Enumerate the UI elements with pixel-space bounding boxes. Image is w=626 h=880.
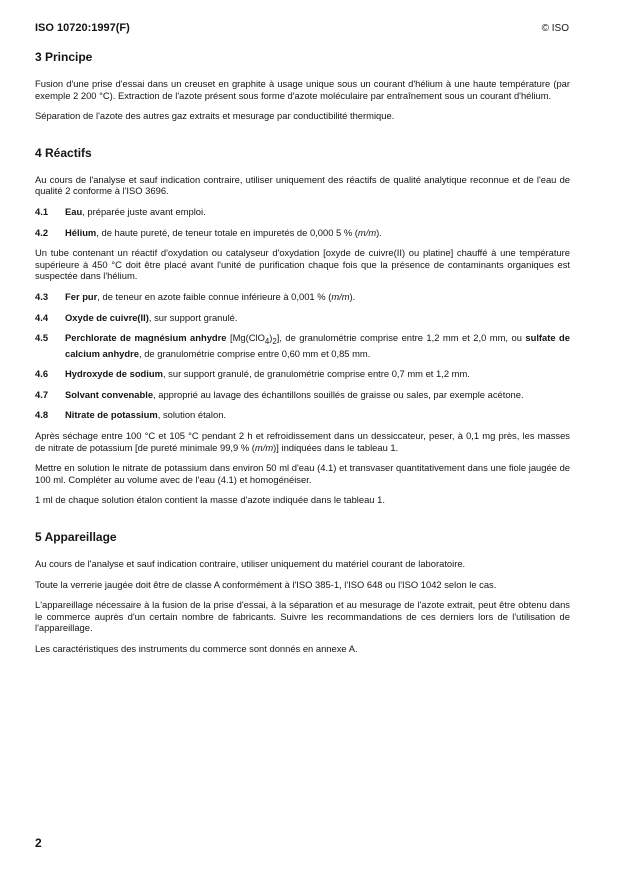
clause-4-6: 4.6 Hydroxyde de sodium, sur support granulé, de granulométrie comprise entre 0,7 mm et 1,2 mm. <box>35 368 470 380</box>
clause-term: Hélium <box>65 226 97 238</box>
clause-term: Fer pur <box>65 290 98 302</box>
clause-number: 4.1 <box>35 205 49 217</box>
section-3-paragraph-1: Fusion d'une prise d'essai dans un creuset en graphite à usage unique sous un courant d'hélium à une haute température (par exemple 2 200 °C). Extraction de l'azote présent sous forme d'azote moléculaire par entraînement sous un courant d'hélium. <box>35 78 570 101</box>
clause-term: Hydroxyde de sodium <box>65 368 163 380</box>
standard-reference: ISO 10720:1997(F) <box>35 22 130 34</box>
clause-4-8-paragraph-1: Après séchage entre 100 °C et 105 °C pendant 2 h et refroidissement dans un dessiccateur, peser, à 0,1 mg près, les masses de nitrate de potassium [de pureté minimale 99,9 % (m/m)] indiquées dans le tableau 1. <box>35 429 570 453</box>
page-number: 2 <box>35 836 42 850</box>
section-4-intro: Au cours de l'analyse et sauf indication contraire, utiliser uniquement des réactifs de qualité analytique reconnue et de l'eau de qualité 2 conforme à l'ISO 3696. <box>35 173 570 197</box>
document-body <box>35 50 570 655</box>
clause-term: Perchlorate de magnésium anhydre <box>65 332 227 344</box>
clause-number: 4.5 <box>35 332 49 344</box>
copyright-mark: © ISO <box>541 23 569 34</box>
section-3-paragraph-2: Séparation de l'azote des autres gaz extraits et mesurage par conductibilité thermique. <box>35 110 395 122</box>
clause-4-8: 4.8 Nitrate de potassium, solution étalon. <box>35 409 227 421</box>
section-5-heading: 5 Appareillage <box>35 529 117 544</box>
clause-number: 4.6 <box>35 368 49 380</box>
clause-term: Oxyde de cuivre(II) <box>65 311 149 323</box>
clause-number: 4.3 <box>35 290 49 302</box>
clause-4-8-paragraph-3: 1 ml de chaque solution étalon contient la masse d'azote indiquée dans le tableau 1. <box>35 494 385 506</box>
section-5-paragraph-3: L'appareillage nécessaire à la fusion de la prise d'essai, à la séparation et au mesurage de l'azote extrait, peut être obtenu dans le commerce auprès d'un certain nombre de fabricants. Suivre les recommandations de ces derniers lors de l'utilisation de l'appareillage. <box>35 599 570 634</box>
clause-4-4: 4.4 Oxyde de cuivre(II), sur support granulé. <box>35 311 238 323</box>
clause-number: 4.8 <box>35 409 49 421</box>
section-3-heading: 3 Principe <box>35 50 93 64</box>
clause-number: 4.4 <box>35 311 49 323</box>
clause-4-2: 4.2 Hélium, de haute pureté, de teneur totale en impuretés de 0,000 5 % (m/m). <box>35 226 382 238</box>
clause-term: Nitrate de potassium <box>65 409 158 421</box>
section-5-paragraph-1: Au cours de l'analyse et sauf indication contraire, utiliser uniquement du matériel courant de laboratoire. <box>35 557 466 569</box>
clause-number: 4.2 <box>35 226 49 238</box>
clause-term-alt: sulfate de calcium anhydre <box>65 332 570 359</box>
clause-4-1: 4.1 Eau, préparée juste avant emploi. <box>35 205 206 217</box>
clause-4-7: 4.7 Solvant convenable, approprié au lavage des échantillons souillés de graisse ou sales, par exemple acétone. <box>35 388 524 400</box>
section-5-paragraph-2: Toute la verrerie jaugée doit être de classe A conformément à l'ISO 385-1, l'ISO 648 ou l'ISO 1042 selon le cas. <box>35 578 497 590</box>
clause-number: 4.7 <box>35 388 49 400</box>
section-4-heading: 4 Réactifs <box>35 145 92 160</box>
clause-4-2-note: Un tube contenant un réactif d'oxydation ou catalyseur d'oxydation [oxyde de cuivre(II) ou platine] chauffé à une température supérieure à 450 °C doit être placé avant l'unité de purification chaque fois que la présence de contaminants organiques est suspectée dans l'hélium. <box>35 247 570 282</box>
clause-term: Eau <box>65 205 83 217</box>
clause-term: Solvant convenable <box>65 388 154 400</box>
section-5-paragraph-4: Les caractéristiques des instruments du commerce sont donnés en annexe A. <box>35 642 358 654</box>
clause-4-3: 4.3 Fer pur, de teneur en azote faible connue inférieure à 0,001 % (m/m). <box>35 290 356 302</box>
clause-4-8-paragraph-2: Mettre en solution le nitrate de potassium dans environ 50 ml d'eau (4.1) et transvaser quantitativement dans une fiole jaugée de 100 ml. Compléter au volume avec de l'eau (4.1) et homogénéiser. <box>35 462 570 485</box>
clause-4-5: 4.5 Perchlorate de magnésium anhydre $[Mg(ClO_4)_2]$, de granulométrie comprise entre 1,2 mm et 2,0 mm, ou sulfate de calcium anhydre, de granulométrie comprise entre 0,60 mm et 0,85 mm. <box>35 332 570 359</box>
